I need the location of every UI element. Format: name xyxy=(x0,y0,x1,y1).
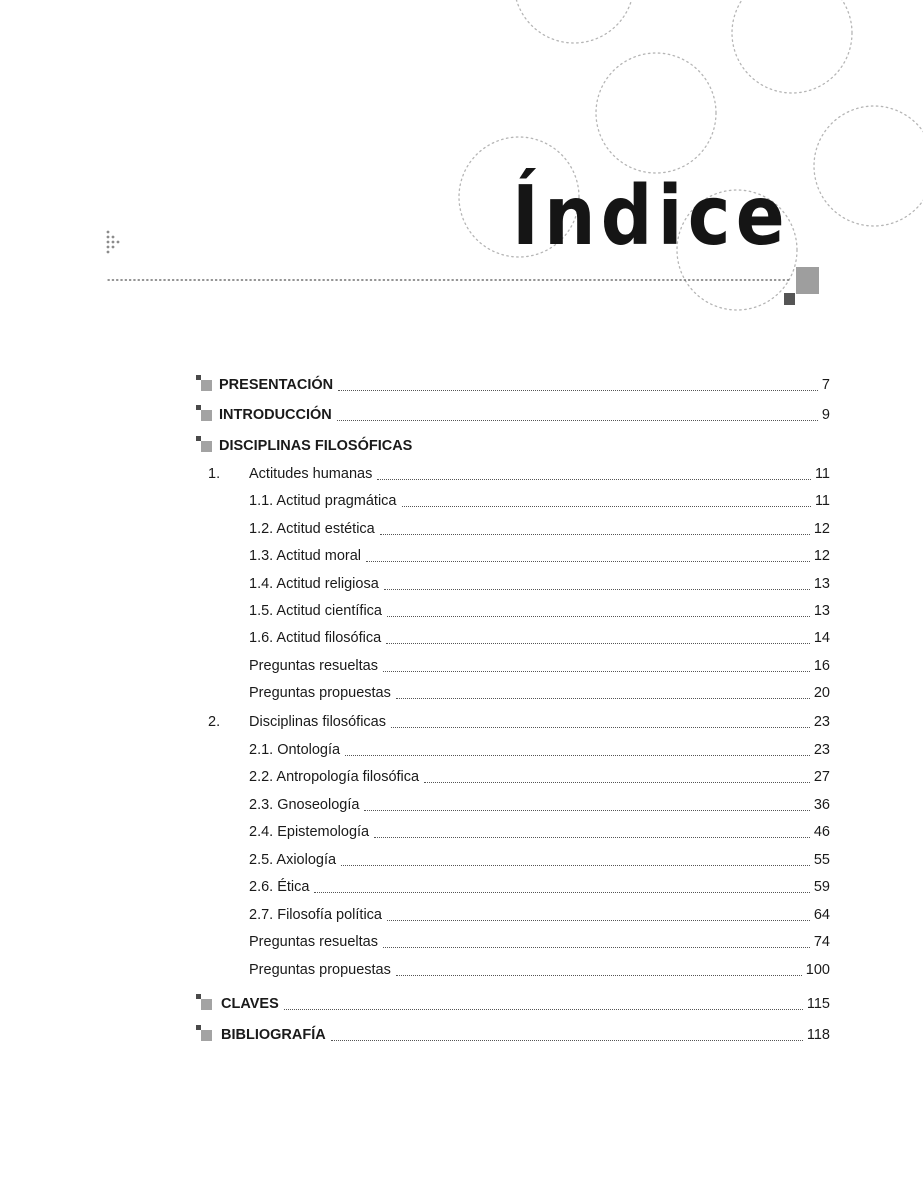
dot-leader xyxy=(377,478,811,480)
dot-leader xyxy=(383,670,810,672)
dot-leader xyxy=(331,1039,803,1041)
toc-entry-label: DISCIPLINAS FILOSÓFICAS xyxy=(219,438,413,454)
toc-entry-page: 13 xyxy=(813,603,830,619)
toc-entry[interactable] xyxy=(0,993,923,1015)
dot-leader xyxy=(387,919,810,921)
toc-entry-page: 115 xyxy=(806,996,830,1012)
page-title: Índice xyxy=(512,169,791,264)
dot-leader xyxy=(424,781,810,783)
dot-leader xyxy=(387,615,810,617)
toc-entry[interactable] xyxy=(0,374,923,396)
toc-entry-page: 9 xyxy=(821,407,830,423)
toc-entry-label: Preguntas propuestas xyxy=(249,962,391,978)
dot-leader xyxy=(386,642,810,644)
toc-entry-label: 2.2. Antropología filosófica xyxy=(249,769,420,785)
toc-entry[interactable] xyxy=(0,794,923,816)
toc-entry-label: 2.5. Axiología xyxy=(249,852,337,868)
toc-entry-label: 1.5. Actitud científica xyxy=(249,603,382,619)
dot-leader xyxy=(284,1008,803,1010)
toc-entry-label: Preguntas propuestas xyxy=(249,685,391,701)
toc-entry-page: 23 xyxy=(813,714,830,730)
toc-entry-label: CLAVES xyxy=(221,996,279,1012)
dot-leader xyxy=(314,891,810,893)
toc-entry-label: 1.4. Actitud religiosa xyxy=(249,576,379,592)
toc-entry-page: 11 xyxy=(814,493,830,509)
bullet-square-icon xyxy=(196,375,212,391)
toc-entry-page: 100 xyxy=(805,962,830,978)
toc-entry-page: 13 xyxy=(813,576,830,592)
dot-leader xyxy=(345,754,810,756)
toc-entry-label: 1.2. Actitud estética xyxy=(249,521,375,537)
toc-entry[interactable] xyxy=(0,682,923,704)
toc-entry-label: 2.4. Epistemología xyxy=(249,824,370,840)
toc-entry[interactable] xyxy=(0,404,923,426)
toc-entry[interactable] xyxy=(0,518,923,540)
toc-entry[interactable] xyxy=(0,463,923,485)
toc-entry-page: 36 xyxy=(813,797,830,813)
bullet-square-icon xyxy=(196,1025,212,1041)
toc-entry[interactable] xyxy=(0,490,923,512)
toc-entry-page: 23 xyxy=(813,742,830,758)
toc-entry-page: 46 xyxy=(813,824,830,840)
toc-entry[interactable] xyxy=(0,627,923,649)
toc-entry-page: 64 xyxy=(813,907,830,923)
toc-entry[interactable] xyxy=(0,1024,923,1046)
toc-entry[interactable] xyxy=(0,766,923,788)
toc-entry-label: 2.7. Filosofía política xyxy=(249,907,382,923)
toc-entry-label: BIBLIOGRAFÍA xyxy=(221,1027,326,1043)
toc-entry[interactable] xyxy=(0,821,923,843)
toc-entry-label: 2.6. Ética xyxy=(249,879,310,895)
toc-entry[interactable] xyxy=(0,600,923,622)
toc-entry-label: Actitudes humanas xyxy=(249,466,373,482)
toc-entry[interactable] xyxy=(0,931,923,953)
toc-entry[interactable] xyxy=(0,711,923,733)
toc-entry[interactable] xyxy=(0,876,923,898)
toc-entry-page: 16 xyxy=(813,658,830,674)
dot-leader xyxy=(396,974,802,976)
toc-entry[interactable] xyxy=(0,904,923,926)
dot-leader xyxy=(338,389,818,391)
dot-leader xyxy=(402,505,811,507)
toc-entry[interactable] xyxy=(0,739,923,761)
dot-leader xyxy=(391,726,810,728)
dot-leader xyxy=(374,836,810,838)
toc-entry[interactable] xyxy=(0,959,923,981)
toc-entry-page: 12 xyxy=(813,548,830,564)
toc-entry[interactable] xyxy=(0,545,923,567)
dot-leader xyxy=(341,864,810,866)
dot-leader xyxy=(396,697,810,699)
toc-entry-label: 2.1. Ontología xyxy=(249,742,341,758)
toc-entry-label: INTRODUCCIÓN xyxy=(219,407,332,423)
toc-entry-page: 27 xyxy=(813,769,830,785)
toc-entry-page: 12 xyxy=(813,521,830,537)
dot-leader xyxy=(337,419,818,421)
toc-entry[interactable] xyxy=(0,849,923,871)
dot-leader xyxy=(366,560,810,562)
dot-leader xyxy=(384,588,810,590)
toc-entry-label: 1.3. Actitud moral xyxy=(249,548,362,564)
bullet-square-icon xyxy=(196,405,212,421)
toc-entry-page: 55 xyxy=(813,852,830,868)
toc-entry-page: 74 xyxy=(813,934,830,950)
dot-leader xyxy=(380,533,810,535)
toc-entry-number: 2. xyxy=(208,714,221,730)
toc-entry-label: Preguntas resueltas xyxy=(249,934,378,950)
toc-entry-page: 11 xyxy=(814,466,830,482)
toc-entry-number: 1. xyxy=(208,466,221,482)
toc-entry-page: 7 xyxy=(821,377,830,393)
toc-entry-label: Disciplinas filosóficas xyxy=(249,714,386,730)
toc-entry-label: 1.6. Actitud filosófica xyxy=(249,630,382,646)
dot-leader xyxy=(383,946,810,948)
toc-entry-label: PRESENTACIÓN xyxy=(219,377,334,393)
toc-entry-label: 2.3. Gnoseología xyxy=(249,797,360,813)
bullet-square-icon xyxy=(196,994,212,1010)
toc-entry[interactable] xyxy=(0,573,923,595)
toc-entry-page: 14 xyxy=(813,630,830,646)
toc-entry[interactable] xyxy=(0,655,923,677)
toc-entry-page: 20 xyxy=(813,685,830,701)
toc-entry-label: 1.1. Actitud pragmática xyxy=(249,493,397,509)
toc-entry[interactable] xyxy=(0,435,923,457)
toc-entry-page: 59 xyxy=(813,879,830,895)
toc-entry-page: 118 xyxy=(806,1027,830,1043)
dot-leader xyxy=(364,809,810,811)
toc-entry-label: Preguntas resueltas xyxy=(249,658,378,674)
bullet-square-icon xyxy=(196,436,212,452)
